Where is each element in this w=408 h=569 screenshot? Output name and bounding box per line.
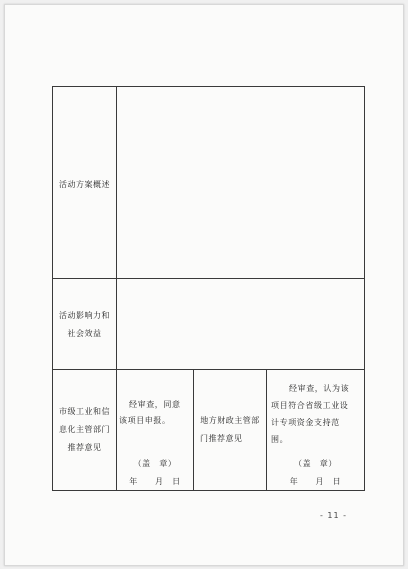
page-number: - 11 - xyxy=(319,511,347,520)
impact-label xyxy=(53,308,116,341)
city-text-line2: 该项目申报。 xyxy=(119,416,171,425)
document-page xyxy=(4,4,404,566)
city-label-line1: 市级工业和信 xyxy=(59,407,110,416)
impact-label-line1: 活动影响力和 xyxy=(59,311,110,320)
finance-date xyxy=(267,474,364,490)
city-opinion-label xyxy=(53,403,116,457)
finance-opinion-text xyxy=(267,380,364,448)
city-seal xyxy=(117,456,193,472)
city-label-line3: 推荐意见 xyxy=(67,443,102,452)
city-text-line1: 经审查，同意 xyxy=(129,400,181,409)
impact-label-line2: 社会效益 xyxy=(67,329,102,338)
finance-text-line4: 围。 xyxy=(271,435,289,444)
activity-overview-label-text: 活动方案概述 xyxy=(59,180,110,189)
activity-overview-label xyxy=(53,177,116,192)
city-seal-text: （盖 章） xyxy=(133,459,177,468)
finance-opinion-label xyxy=(194,412,266,448)
finance-text-line2: 项目符合省级工业设 xyxy=(271,401,349,410)
finance-label-line2: 门推荐意见 xyxy=(200,434,243,443)
finance-text-line1: 经审查，认为该 xyxy=(289,384,350,393)
finance-seal-text: （盖 章） xyxy=(294,459,337,468)
activity-overview-content[interactable] xyxy=(117,87,364,278)
city-label-line2: 息化主管部门 xyxy=(59,425,110,434)
table-border-right xyxy=(364,86,365,491)
finance-seal xyxy=(267,456,364,472)
table-border-bottom xyxy=(52,490,365,491)
city-opinion-text xyxy=(117,397,193,429)
row-divider-2 xyxy=(52,369,365,370)
finance-date-text: 年 月 日 xyxy=(289,477,342,486)
finance-text-line3: 计专项资金支持范 xyxy=(271,418,340,427)
city-date xyxy=(117,474,193,490)
city-date-text: 年 月 日 xyxy=(129,477,181,486)
impact-content[interactable] xyxy=(117,279,364,369)
finance-label-line1: 地方财政主管部 xyxy=(200,416,260,425)
